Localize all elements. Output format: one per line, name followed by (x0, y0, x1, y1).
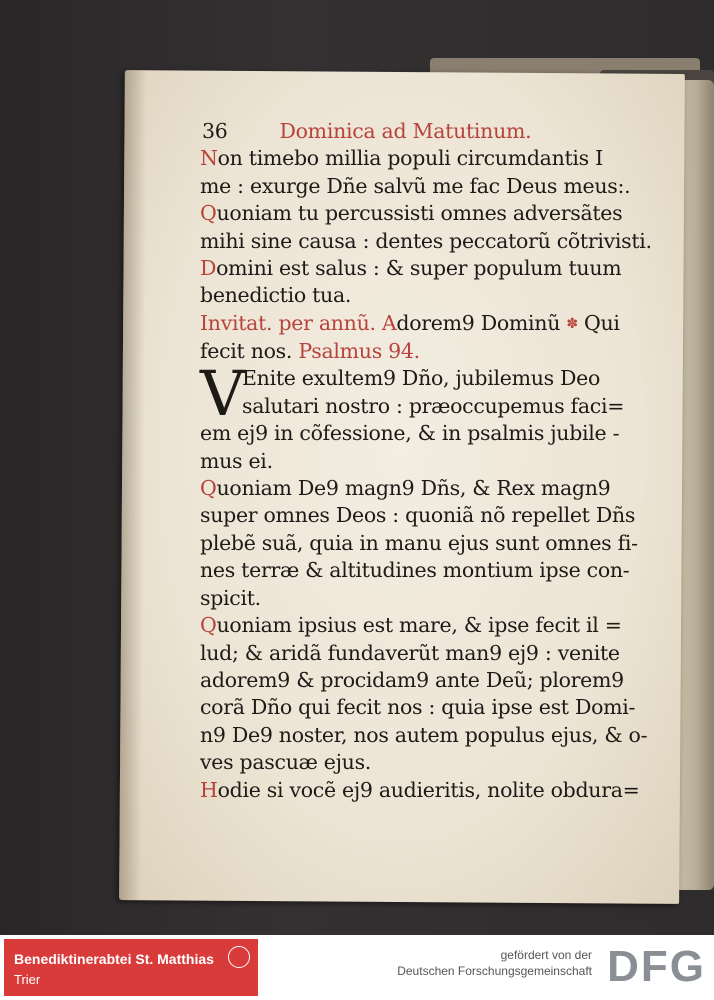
body-text: lud; & aridã fundaverũt man9 ej9 : venite (200, 640, 620, 665)
body-text: Qui (577, 310, 620, 335)
funding-note (397, 947, 592, 979)
text-line (200, 228, 650, 255)
body-text: mus ei. (200, 448, 273, 473)
text-line (200, 585, 650, 612)
rubric-text: D (200, 256, 217, 281)
body-text: n9 De9 noster, nos autem populus ejus, & o- (200, 722, 648, 747)
page-text (200, 118, 650, 804)
text-line (200, 612, 650, 639)
body-text: adorem9 & procidam9 ante Deũ; plorem9 (200, 667, 624, 692)
text-line (200, 448, 650, 475)
text-line (200, 145, 650, 172)
text-line (200, 777, 650, 804)
rubric-text: A (381, 310, 397, 335)
rubric-text: Q (200, 476, 217, 501)
body-text: spicit. (200, 585, 261, 610)
text-line (200, 502, 650, 529)
text-line (200, 200, 650, 227)
rubric-text: Q (200, 613, 217, 638)
page-number: 36 (202, 119, 228, 143)
body-text: mihi sine causa : dentes peccatorũ cõtrivisti. (200, 228, 652, 253)
body-text: ves pascuæ ejus. (200, 750, 372, 775)
running-header (202, 118, 650, 145)
body-text: odie si vocẽ ej9 audieritis, nolite obdura= (217, 777, 640, 802)
funding-line-2: Deutschen Forschungsgemeinschaft (397, 964, 592, 978)
rubric-text: Psalmus 94. (298, 339, 420, 364)
text-line (200, 255, 650, 282)
rubric-text: Invitat. per annũ. (200, 310, 382, 335)
institution-logo-icon (228, 946, 250, 968)
body-text: omini est salus : & super populum tuum (216, 256, 622, 281)
psalm-initial-letter: V (200, 357, 245, 431)
text-line (200, 282, 650, 309)
psalm-line: salutari nostro : præoccupemus faci= (242, 393, 625, 418)
rubric-text: H (200, 777, 218, 802)
psalm-line: em ej9 in cõfessione, & in psalmis jubile - (200, 421, 620, 446)
text-line (200, 694, 650, 721)
institution-name: Benediktinerabtei St. Matthias (14, 951, 214, 967)
rubric-text: Q (200, 201, 217, 226)
rubric-ornament-icon: ✽ (566, 315, 578, 332)
psalm-line: Enite exultem9 Dño, jubilemus Deo (242, 366, 601, 391)
psalm-block (200, 357, 650, 447)
text-line (200, 640, 650, 667)
footer-bar (0, 935, 714, 1000)
text-line (200, 722, 650, 749)
text-line (200, 749, 650, 776)
funding-line-1: gefördert von der (500, 948, 592, 962)
body-text: uoniam tu percussisti omnes adversãtes (216, 201, 623, 226)
body-text: super omnes Deos : quoniã nõ repellet Dñs (200, 503, 636, 528)
text-block-upper (200, 145, 650, 365)
text-line (200, 338, 650, 365)
running-head-title: Dominica ad Matutinum. (279, 119, 532, 143)
body-text: nes terræ & altitudines montium ipse con- (200, 558, 630, 583)
body-text: plebẽ suã, quia in manu ejus sunt omnes fi- (200, 530, 638, 555)
text-block-lower (200, 448, 650, 804)
rubric-text: N (200, 146, 218, 171)
institution-city: Trier (14, 972, 41, 987)
text-line (200, 557, 650, 584)
institution-banner[interactable] (4, 939, 258, 996)
text-line (200, 530, 650, 557)
body-text: uoniam De9 magn9 Dñs, & Rex magn9 (216, 476, 611, 501)
dfg-logo[interactable]: DFG (607, 942, 706, 991)
body-text: fecit nos. (200, 339, 299, 364)
body-text: me : exurge Dñe salvũ me fac Deus meus:. (200, 173, 631, 198)
text-line (200, 173, 650, 200)
body-text: on timebo millia populi circumdantis I (217, 146, 603, 171)
text-line (200, 475, 650, 502)
body-text: benedictio tua. (200, 283, 352, 308)
text-line (200, 310, 650, 338)
body-text: corã Dño qui fecit nos : quia ipse est Domi- (200, 695, 636, 720)
page-gutter-shadow (119, 70, 147, 900)
body-text: dorem9 Dominũ (396, 310, 567, 335)
text-line (200, 667, 650, 694)
body-text: uoniam ipsius est mare, & ipse fecit il = (216, 613, 622, 638)
